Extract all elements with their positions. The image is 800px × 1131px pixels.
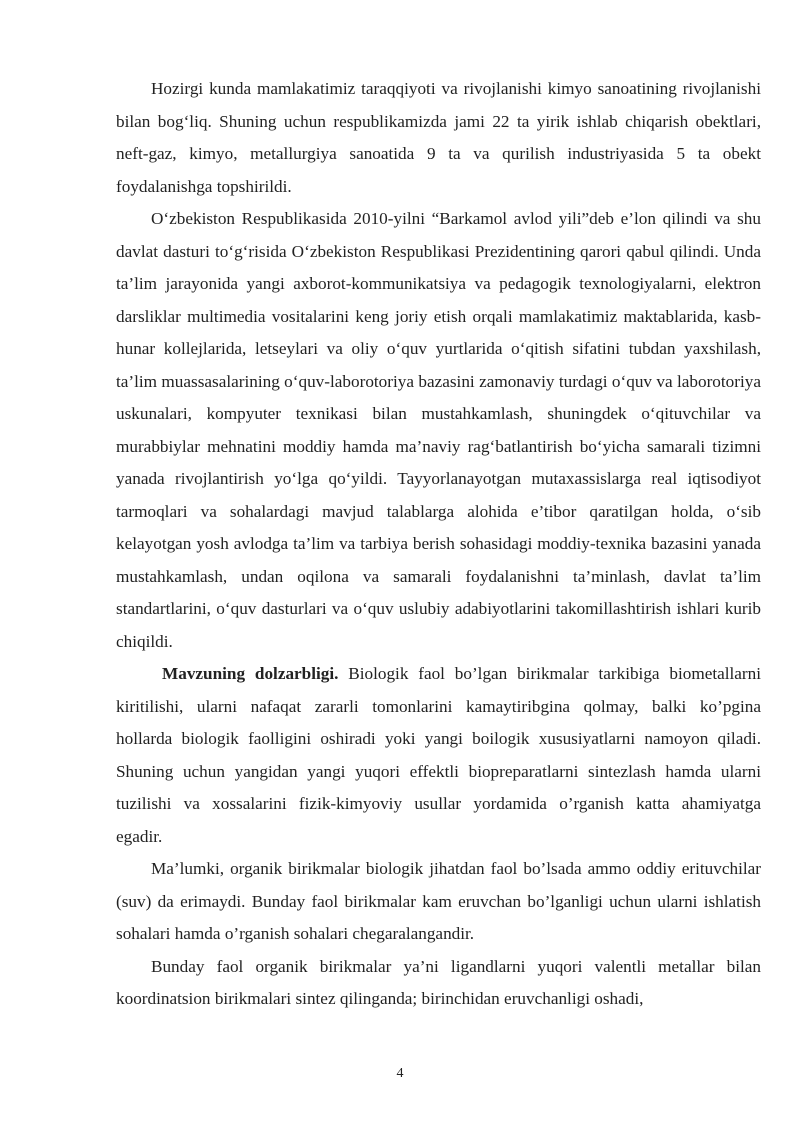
paragraph-ligands: Bunday faol organik birikmalar ya’ni ligandlarni yuqori valentli metallar bilan koordinatsion birikmalari sintez qilinganda; birinchidan eruvchanligi oshadi, xyxy=(116,956,761,1008)
paragraph-industry: Hozirgi kunda mamlakatimiz taraqqiyoti va rivojlanishi kimyo sanoatining rivojlanishi bilan bog‘liq. Shuning uchun respublikamizda jami 22 ta yirik ishlab chiqarish obektlari, neft-gaz, kimyo, metallurgiya sanoatida 9 ta va qurilish industriyasida 5 ta obekt foydalanishga topshirildi. xyxy=(116,79,761,196)
paragraph-barkamol-avlod: O‘zbekiston Respublikasida 2010-yilni “Barkamol avlod yili”deb e’lon qilindi va shu davlat dasturi to‘g‘risida O‘zbekiston Respublikasi Prezidentining qarori qabul qilindi. Unda ta’lim jarayonida yangi axborot-kommunikatsiya va pedagogik texnologiyalarni, elektron darsliklar multimedia vositalarini keng joriy etish orqali mamlakatimiz maktablarida, kasb-hunar kollejlarida, letseylari va oliy o‘quv yurtlarida o‘qitish sifatini tubdan yaxshilash, ta’lim muassasalarining o‘quv-laborotoriya bazasini zamonaviy turdagi o‘quv va laborotoriya uskunalari, kompyuter texnikasi bilan mustahkamlash, shuningdek o‘qituvchilar va murabbiylar mehnatini moddiy hamda ma’naviy rag‘batlantirish bo‘yicha samarali tizimni yanada rivojlantirish yo‘lga qo‘yildi. Tayyorlanayotgan mutaxassislarga real iqtisodiyot tarmoqlari va sohalardagi mavjud talablarga alohida e’tibor qaratilgan holda, o‘sib kelayotgan yosh avlodga ta’lim va tarbiya berish sohasidagi moddiy-texnika bazasini yanada mustahkamlash, undan oqilona va samarali foydalanishni ta’minlash, davlat ta’lim standartlarini, o‘quv dasturlari va o‘quv uslubiy adabiyotlarini takomillashtirish ishlari kurib chiqildi. xyxy=(116,209,761,651)
page-body xyxy=(116,73,761,1016)
paragraph-relevance xyxy=(116,658,761,853)
paragraph-solubility: Ma’lumki, organik birikmalar biologik jihatdan faol bo’lsada ammo oddiy erituvchilar (suv) da erimaydi. Bunday faol birikmalar kam eruvchan bo’lganligi uchun ularni ishlatish sohalari hamda o’rganish sohalari chegaralangandir. xyxy=(116,859,761,943)
page-number: 4 xyxy=(396,1066,404,1081)
paragraph-text: Biologik faol bo’lgan birikmalar tarkibiga biometallarni kiritilishi, ularni nafaqat zararli tomonlarini kamaytiribgina qolmay, balki ko’pgina hollarda biologik faolligini oshiradi yoki yangi boilogik xususiyatlarni namoyon qiladi. Shuning uchun yangidan yangi yuqori effektli biopreparatlarni sintezlash hamda ularni tuzilishi va xossalarini fizik-kimyoviy usullar yordamida o’rganish katta ahamiyatga egadir. xyxy=(116,664,761,846)
section-heading: Mavzuning dolzarbligi. xyxy=(162,664,339,683)
